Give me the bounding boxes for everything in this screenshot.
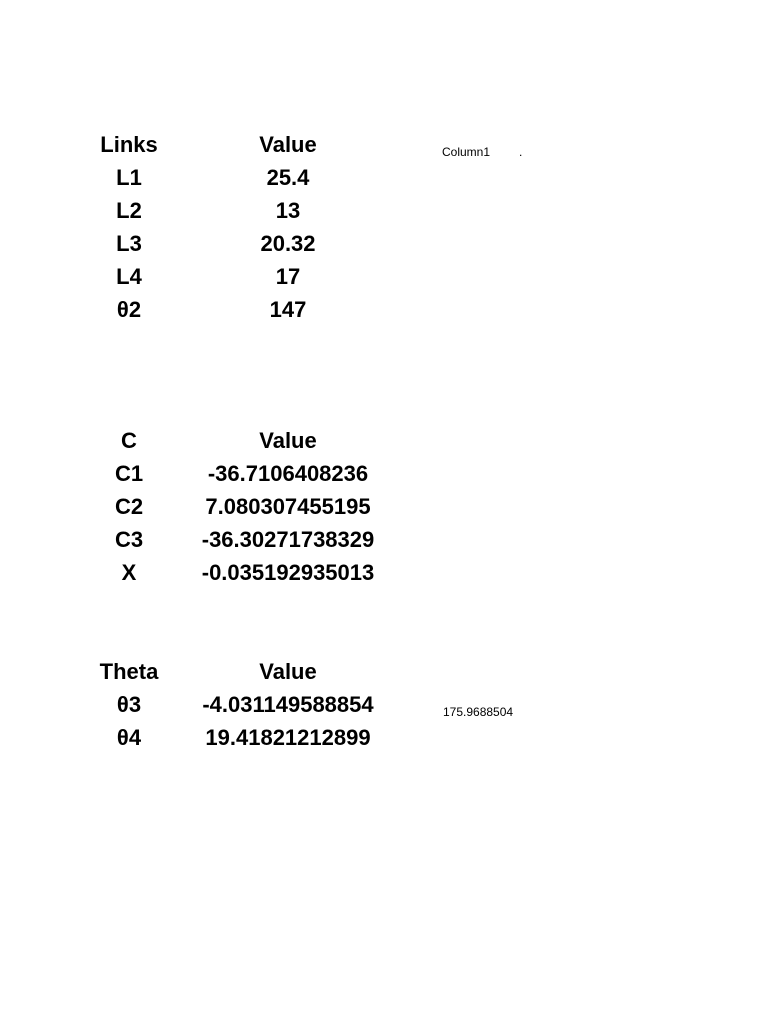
link-name: L3 <box>116 231 142 256</box>
column1-label: Column1 <box>442 145 491 159</box>
c-value: 7.080307455195 <box>205 494 371 519</box>
table-row <box>0 457 768 490</box>
link-name: L1 <box>116 165 142 190</box>
theta-name: θ3 <box>116 692 142 717</box>
link-name: L4 <box>116 264 142 289</box>
table-row <box>0 523 768 556</box>
theta-value: 19.41821212899 <box>205 725 371 750</box>
link-value: 20.32 <box>260 231 316 256</box>
link-name: θ2 <box>116 297 142 322</box>
table-row <box>0 227 768 260</box>
c-header-name: C <box>121 428 137 453</box>
link-value: 17 <box>275 264 301 289</box>
c-name: X <box>121 560 137 585</box>
theta-table <box>0 655 768 754</box>
table-row <box>0 688 768 721</box>
c-header-value: Value <box>259 428 317 453</box>
c-value: -36.7106408236 <box>207 461 369 486</box>
table-row <box>0 490 768 523</box>
theta-header-value: Value <box>259 659 317 684</box>
c-value: -0.035192935013 <box>201 560 375 585</box>
links-header-name: Links <box>100 132 158 157</box>
theta-name: θ4 <box>116 725 142 750</box>
link-value: 13 <box>275 198 301 223</box>
dot-mark: . <box>519 145 523 159</box>
c-header-row <box>0 424 768 457</box>
table-row <box>0 721 768 754</box>
c-name: C2 <box>114 494 144 519</box>
table-row <box>0 194 768 227</box>
c-name: C1 <box>114 461 144 486</box>
link-value: 25.4 <box>266 165 310 190</box>
link-value: 147 <box>269 297 307 322</box>
theta-header-name: Theta <box>99 659 159 684</box>
c-value: -36.30271738329 <box>201 527 375 552</box>
theta-header-row <box>0 655 768 688</box>
table-row <box>0 161 768 194</box>
table-row <box>0 293 768 326</box>
links-table <box>0 128 768 326</box>
table-row <box>0 260 768 293</box>
theta3-alt-value: 175.9688504 <box>443 705 514 719</box>
theta-value: -4.031149588854 <box>202 692 374 717</box>
links-header-row <box>0 128 768 161</box>
table-row <box>0 556 768 589</box>
links-header-value: Value <box>259 132 317 157</box>
c-table <box>0 424 768 589</box>
c-name: C3 <box>114 527 144 552</box>
link-name: L2 <box>116 198 142 223</box>
